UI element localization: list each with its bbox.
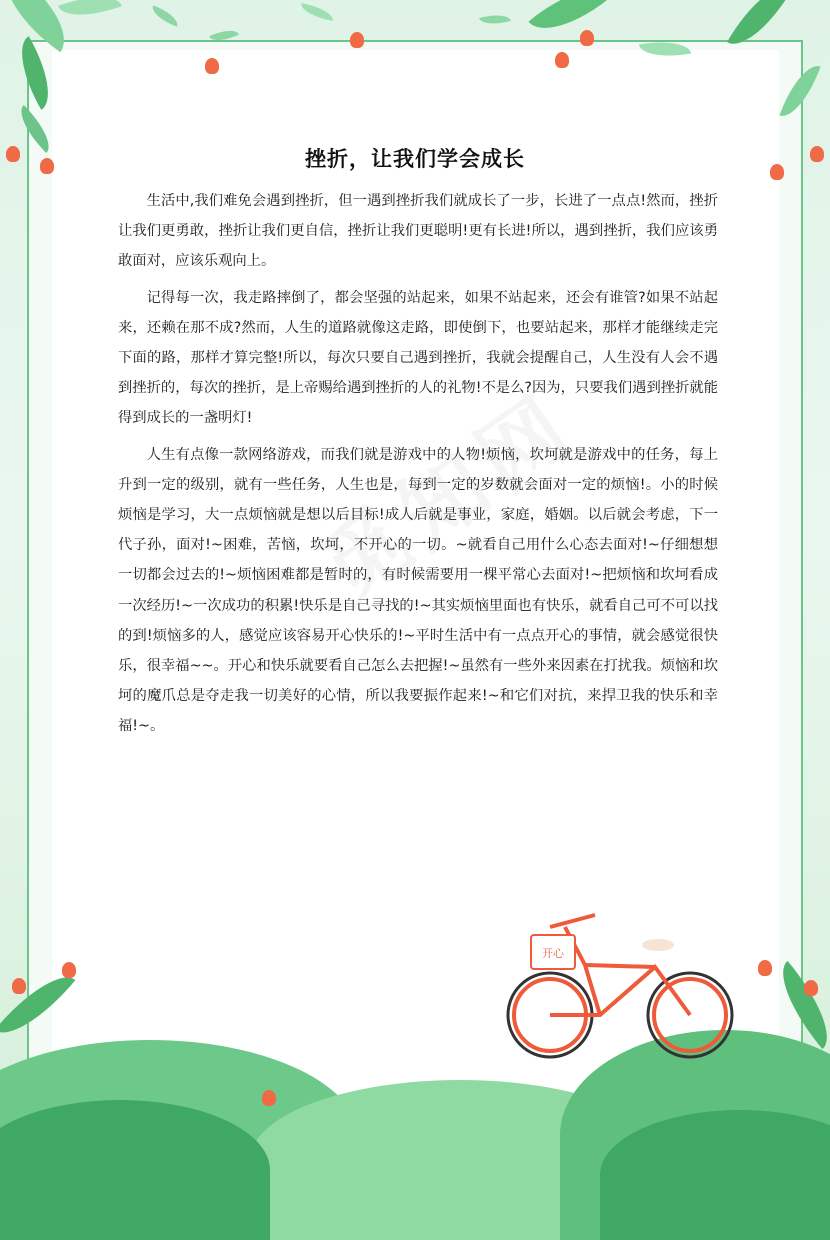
flower-decoration bbox=[350, 32, 364, 48]
leaf-decoration bbox=[479, 10, 511, 28]
leaf-decoration bbox=[58, 0, 122, 27]
flower-decoration bbox=[555, 52, 569, 68]
paragraph-2: 记得每一次，我走路摔倒了，都会坚强的站起来，如果不站起来，还会有谁管?如果不站起来，还赖在那不成?然而，人生的道路就像这走路，即使倒下，也要站起来，那样才能继续走完下面的路，那样才算完整!所以，每次只要自己遇到挫折，我就会提醒自己，人生没有人会不遇到挫折的，每次的挫折，是上帝赐给遇到挫折的人的礼物!不是么?因为，只要我们遇到挫折就能得到成长的一盏明灯! bbox=[118, 289, 718, 427]
flower-decoration bbox=[804, 980, 818, 996]
paragraph-3: 人生有点像一款网络游戏，而我们就是游戏中的人物!烦恼，坎坷就是游戏中的任务，每上升到一定的级别，就有一些任务，人生也是，每到一定的岁数就会面对一定的烦恼!。小的时候烦恼是学习，大一点烦恼就是想以后目标!成人后就是事业，家庭，婚姻。以后就会考虑，下一代子孙，面对!~困难，苦恼，坎坷，不开心的一切。~就看自己用什么心态去面对!~仔细想想一切都会过去的!~烦恼困难都是暂时的，有时候需要用一棵平常心去面对!~把烦恼和坎坷看成一次经历!~一次成功的积累!快乐是自己寻找的!~其实烦恼里面也有快乐，就看自己可不可以找的到!烦恼多的人，感觉应该容易开心快乐的!~平时生活中有一点点开心的事情，就会感觉很快乐，很幸福~~。开心和快乐就要看自己怎么去把握!~虽然有一些外来因素在打扰我。烦恼和坎坷的魔爪总是夺走我一切美好的心情，所以我要振作起来!~和它们对抗，来捍卫我的快乐和幸福!~。 bbox=[118, 446, 718, 735]
flower-decoration bbox=[205, 58, 219, 74]
flower-decoration bbox=[580, 30, 594, 46]
flower-decoration bbox=[12, 978, 26, 994]
page-title: 挫折，让我们学会成长 bbox=[305, 147, 525, 171]
leaf-decoration bbox=[299, 3, 335, 21]
basket-label: 开心 bbox=[542, 947, 564, 960]
flower-decoration bbox=[262, 1090, 276, 1106]
paragraph-1: 生活中,我们难免会遇到挫折，但一遇到挫折我们就成长了一步，长进了一点点!然而，挫折让我们更勇敢，挫折让我们更自信，挫折让我们更聪明!更有长进!所以，遇到挫折，我们应该勇敢面对，应该乐观向上。 bbox=[118, 193, 718, 270]
article-body bbox=[118, 186, 718, 748]
flower-decoration bbox=[62, 962, 76, 978]
bicycle-illustration bbox=[495, 905, 745, 1065]
leaf-decoration bbox=[149, 5, 181, 27]
bicycle-seat bbox=[642, 939, 674, 951]
flower-decoration bbox=[758, 960, 772, 976]
